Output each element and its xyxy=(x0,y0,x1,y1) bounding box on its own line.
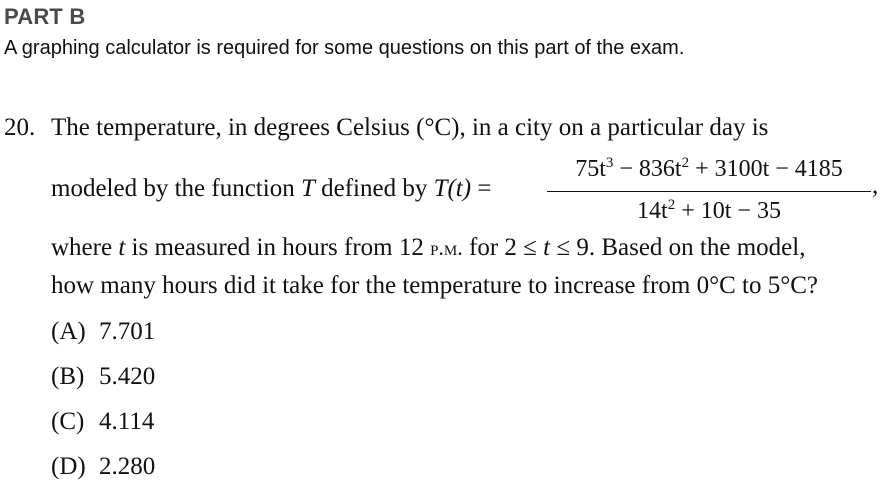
function-fraction xyxy=(545,156,873,228)
num-exp-1: 3 xyxy=(605,155,614,171)
line2-prefix: modeled by the function xyxy=(51,175,301,202)
line3-pm: p.m. xyxy=(430,235,463,260)
question-line-2 xyxy=(51,175,491,203)
num-term-3: + 3100t − 4185 xyxy=(689,156,843,182)
question-line-1: The temperature, in degrees Celsius (°C), in a city on a particular day is xyxy=(51,114,769,141)
line3-var2: t xyxy=(543,234,551,261)
num-term-1: 75t xyxy=(575,156,606,182)
trailing-comma: , xyxy=(872,172,879,199)
fraction-bar xyxy=(547,191,871,192)
function-name: T xyxy=(300,175,315,202)
line3-a: where xyxy=(51,234,119,261)
num-term-2: − 836t xyxy=(613,156,682,182)
choice-value: 2.280 xyxy=(99,453,156,480)
choice-label: (B) xyxy=(51,363,85,390)
den-exp-1: 2 xyxy=(667,197,676,213)
choice-label: (A) xyxy=(51,318,86,345)
line3-var: t xyxy=(118,234,126,261)
choice-label: (D) xyxy=(51,453,86,480)
num-exp-2: 2 xyxy=(681,155,690,171)
question-number: 20. xyxy=(4,114,36,141)
choice-label: (C) xyxy=(51,408,85,435)
fraction-denominator xyxy=(545,198,873,225)
question-line-3 xyxy=(51,234,805,262)
choice-c[interactable] xyxy=(51,408,154,436)
fraction-numerator xyxy=(545,156,873,183)
line3-b: is measured in hours from 12 xyxy=(125,234,431,261)
choice-value: 7.701 xyxy=(99,318,156,345)
part-title: PART B xyxy=(4,4,86,29)
choice-value: 5.420 xyxy=(99,363,156,390)
choice-b[interactable] xyxy=(51,363,155,391)
den-term-1: 14t xyxy=(637,198,668,224)
line3-d: ≤ 9. Based on the model, xyxy=(550,234,806,261)
choice-d[interactable] xyxy=(51,453,155,481)
calculator-note: A graphing calculator is required for some questions on this part of the exam. xyxy=(4,37,685,59)
equals-sign: = xyxy=(471,175,492,202)
den-term-2: + 10t − 35 xyxy=(675,198,781,224)
choice-value: 4.114 xyxy=(99,408,155,435)
line3-c: for 2 ≤ xyxy=(462,234,544,261)
function-call: T(t) xyxy=(433,175,472,202)
question-line-4: how many hours did it take for the temperature to increase from 0°C to 5°C? xyxy=(51,272,819,299)
line2-mid: defined by xyxy=(314,175,434,202)
choice-a[interactable] xyxy=(51,318,155,346)
